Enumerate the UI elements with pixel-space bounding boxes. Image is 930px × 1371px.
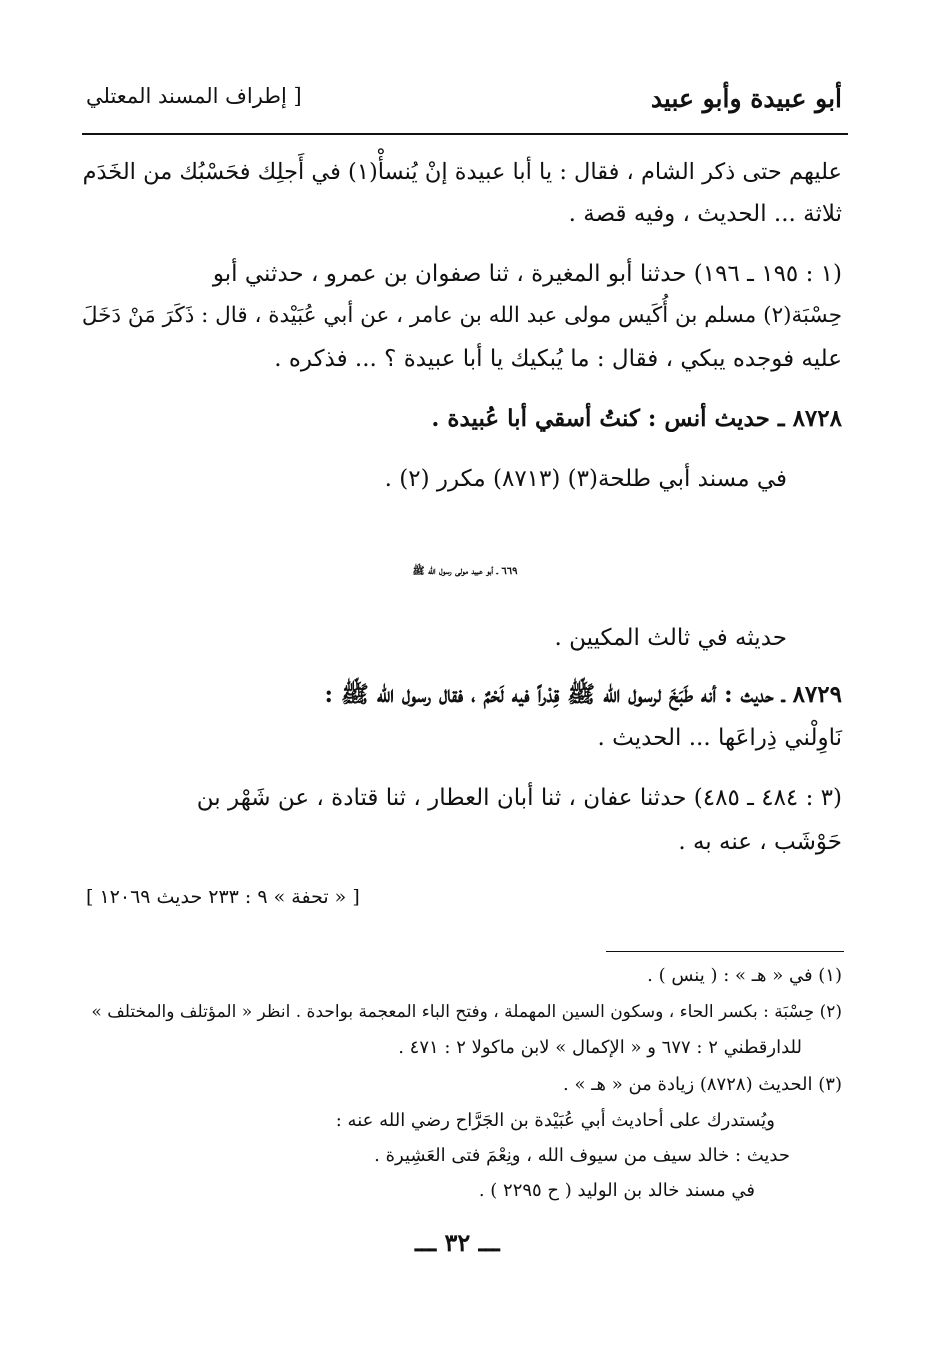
body-line: (٣ : ٤٨٤ ـ ٤٨٥) حدثنا عفان ، ثنا أبان العطار ، ثنا قتادة ، عن شَهْر بن [196, 785, 842, 811]
body-line: عليه فوجده يبكي ، فقال : ما يُبكيك يا أبا عبيدة ؟ ... فذكره . [274, 346, 842, 372]
body-line: نَاوِلْني ذِراعَها ... الحديث . [597, 725, 842, 751]
tuhfa-reference: [ « تحفة » ٩ : ٢٣٣ حديث ١٢٠٦٩ ] [86, 886, 360, 908]
hadith-entry: ٨٧٢٨ ـ حديث أنس : كنتُ أسقي أبا عُبيدة . [431, 405, 842, 432]
header-divider [82, 133, 848, 135]
footnote: (١) في « هـ » : ( ينس ) . [647, 965, 842, 986]
footnote: حديث : خالد سيف من سيوف الله ، ونِعْمَ فتى العَشِيرة . [374, 1145, 790, 1166]
footnote: ويُستدرك على أحاديث أبي عُبَيْدة بن الجَرَّاح رضي الله عنه : [335, 1110, 775, 1131]
page-number: ـــ ٣٢ ـــ [415, 1228, 500, 1257]
body-line: حِسْبَة(٢) مسلم بن أُكَيس مولى عبد الله بن عامر ، عن أبي عُبَيْدة ، قال : ذَكَرَ مَنْ دَخَلَ [81, 303, 842, 328]
running-header-title: أبو عبيدة وأبو عبيد [650, 84, 842, 113]
footnote: للدارقطني ٢ : ٦٧٧ و « الإكمال » لابن ماكولا ٢ : ٤٧١ . [398, 1037, 802, 1058]
footnote: (٣) الحديث (٨٧٢٨) زيادة من « هـ » . [563, 1074, 842, 1095]
cross-reference: في مسند أبي طلحة(٣) (٨٧١٣) مكرر (٢) . [384, 466, 787, 492]
body-line: عليهم حتى ذكر الشام ، فقال : يا أبا عبيدة إنْ يُنسأْ(١) في أَجلِك فحَسْبُك من الخَدَم [82, 159, 842, 185]
footnote-divider [606, 951, 844, 952]
footnote: في مسند خالد بن الوليد ( ح ٢٢٩٥ ) . [478, 1180, 755, 1201]
section-heading: ٦٦٩ ـ أبو عبيد مولى رسول الله ﷺ [412, 566, 518, 577]
body-line: حَوْشَب ، عنه به . [678, 829, 842, 855]
running-header-book: [ إطراف المسند المعتلي [86, 84, 302, 108]
footnote: (٢) حِسْبَة : بكسر الحاء ، وسكون السين المهملة ، وفتح الباء المعجمة بواحدة . انظر « المؤتلف والمختلف » [91, 1002, 842, 1022]
body-line: حديثه في ثالث المكيين . [554, 625, 787, 651]
body-line: ثلاثة ... الحديث ، وفيه قصة . [568, 201, 842, 227]
hadith-entry: ٨٧٢٩ ـ حديث : أنه طَبَخَ لرسول الله ﷺ قِدْراً فيه لَحْمٌ ، فقال رسول الله ﷺ : [324, 681, 842, 708]
body-line: (١ : ١٩٥ ـ ١٩٦) حدثنا أبو المغيرة ، ثنا صفوان بن عمرو ، حدثني أبو [212, 261, 842, 287]
